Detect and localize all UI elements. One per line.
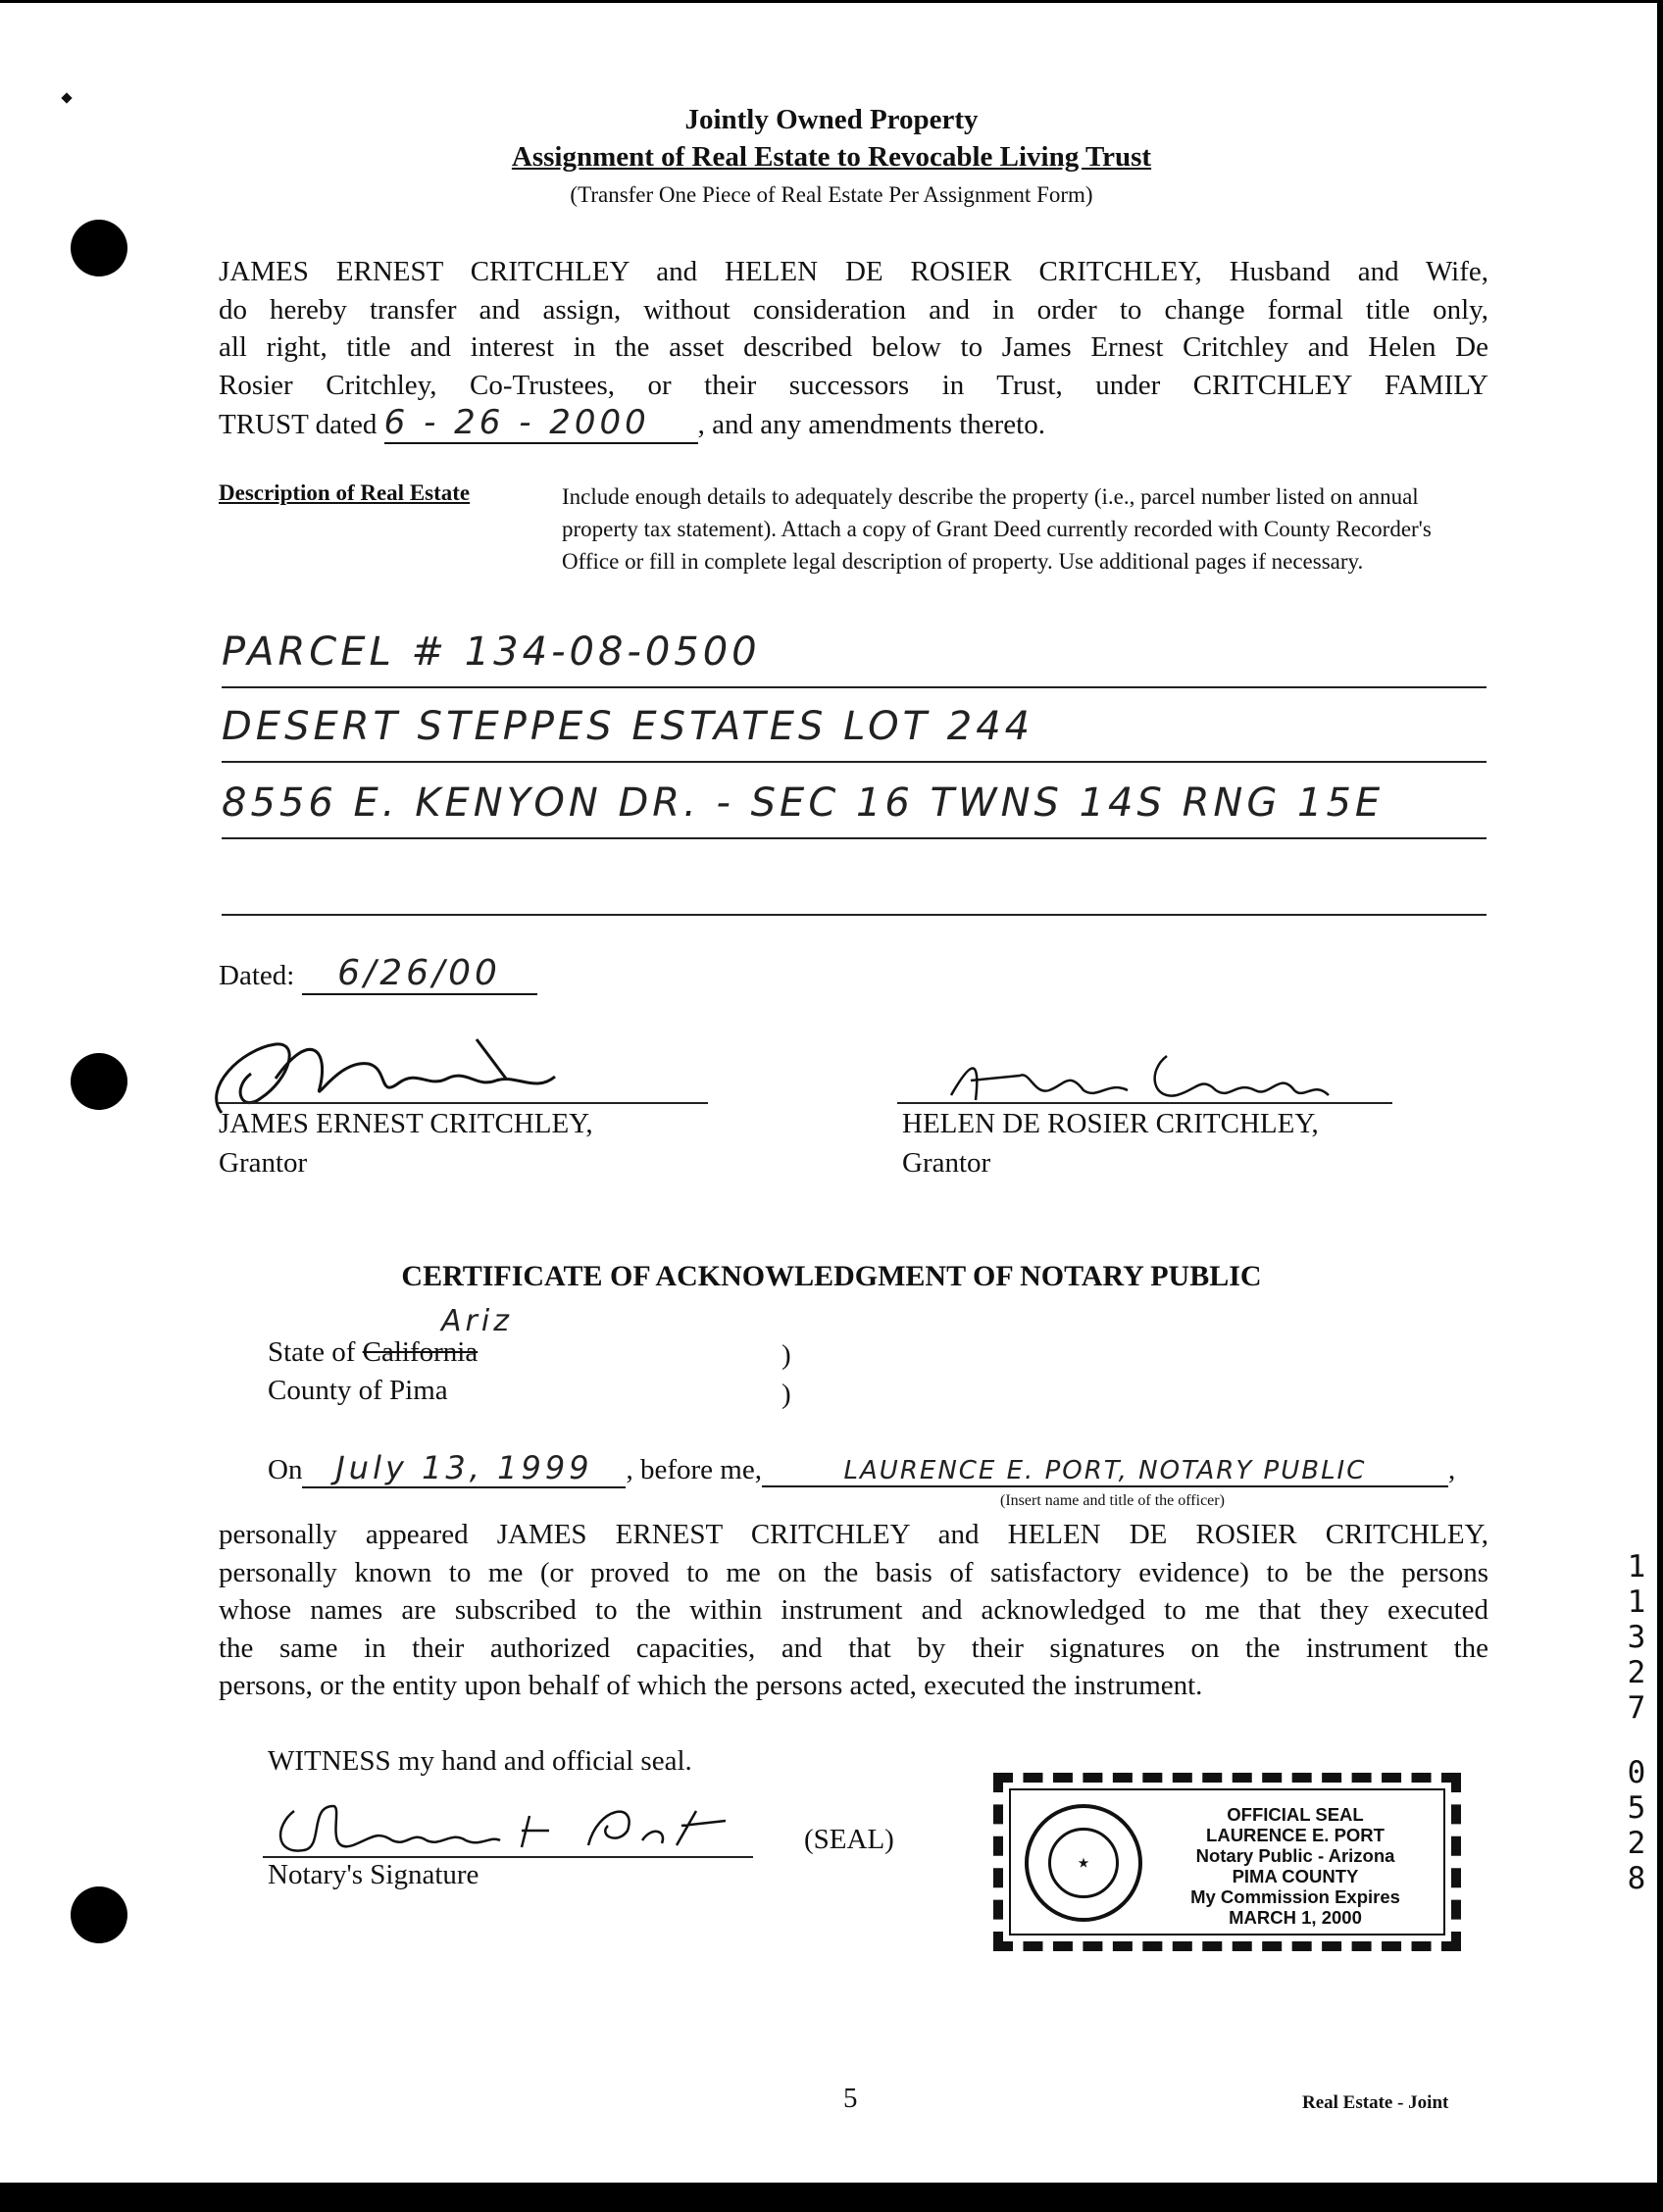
page-right-edge [1657,0,1663,2212]
dated-field[interactable]: 6/26/00 [302,953,537,995]
estate-line-parcel[interactable]: PARCEL # 134-08-0500 [222,629,761,675]
estate-line-address[interactable]: 8556 E. KENYON DR. - SEC 16 TWNS 14S RNG 15E [222,780,1385,826]
stamp-digit: 8 [1627,1861,1646,1896]
grantor-signature-line [218,1102,708,1104]
description-label: Description of Real Estate [219,480,471,505]
acknowledgment-paragraph [219,1516,1488,1705]
stamp-digit: 7 [1627,1690,1646,1726]
trust-dated-label: TRUST dated [219,409,378,440]
state-struck-value: California [362,1336,479,1368]
stamp-digit: 2 [1627,1826,1646,1861]
assignment-line: do hereby transfer and assign, without consideration and in order to change formal title only, [219,293,1488,326]
certificate-title: CERTIFICATE OF ACKNOWLEDGMENT OF NOTARY PUBLIC [401,1260,1262,1292]
before-me-label: , before me, [626,1454,762,1485]
seal-line: Notary Public - Arizona [1195,1845,1395,1866]
witness-statement: WITNESS my hand and official seal. [268,1745,692,1777]
officer-caption: (Insert name and title of the officer) [1000,1492,1225,1509]
county-label: County of Pima [268,1375,448,1406]
binder-hole-icon [71,220,127,276]
seal-line: My Commission Expires [1190,1886,1400,1907]
official-seal-text [1148,1804,1442,1928]
officer-comma: , [1447,1454,1456,1485]
stamp-digit: 0 [1627,1755,1646,1790]
dated-label: Dated: [219,960,295,991]
grantor-signature-line [897,1102,1392,1104]
page-bottom-edge [0,2183,1663,2212]
acknowledgment-line: personally known to me (or proved to me on the basis of satisfactory evidence) to be the persons [219,1556,1488,1588]
binder-hole-icon [71,1886,127,1943]
assignment-paragraph [219,253,1488,444]
state-seal-emblem-icon [1025,1804,1142,1922]
grantor-name-helen: HELEN DE ROSIER CRITCHLEY, [902,1108,1319,1139]
official-seal-stamp [993,1773,1461,1951]
seal-line: PIMA COUNTY [1232,1866,1359,1886]
document-instructions: (Transfer One Piece of Real Estate Per Assignment Form) [570,182,1093,207]
estate-rule [222,686,1487,688]
form-label: Real Estate - Joint [1302,2092,1449,2113]
estate-rule [222,914,1487,916]
acknowledgment-line: whose names are subscribed to the within instrument and acknowledged to me that they executed [219,1594,1488,1626]
notary-signature-label: Notary's Signature [268,1859,479,1890]
county-paren: ) [781,1379,791,1410]
estate-line-subdivision[interactable]: DESERT STEPPES ESTATES LOT 244 [222,704,1034,749]
grantor-role-helen: Grantor [902,1147,991,1179]
stamp-digit: 2 [1627,1655,1646,1690]
scan-speck-mark [61,92,72,103]
seal-label: (SEAL) [804,1824,894,1855]
stamp-digit: 1 [1627,1584,1646,1620]
on-label: On [268,1454,303,1485]
assignment-line: all right, title and interest in the asset described below to James Ernest Critchley and Helen De [219,331,1488,363]
acknowledgment-line: persons, or the entity upon behalf of which the persons acted, executed the instrument. [219,1670,1203,1701]
binder-hole-icon [71,1053,127,1110]
stamp-digit: 1 [1627,1549,1646,1584]
dated-row [219,953,537,995]
seal-line: LAURENCE E. PORT [1206,1825,1385,1845]
state-seal-center-icon: ★ [1048,1828,1119,1898]
trust-date-field[interactable]: 6 - 26 - 2000 [384,404,698,444]
assignment-line: JAMES ERNEST CRITCHLEY and HELEN DE ROSIER CRITCHLEY, Husband and Wife, [219,256,1488,287]
notary-signature-line [263,1856,753,1858]
state-label: State of [268,1336,356,1368]
estate-rule [222,761,1487,763]
trust-dated-suffix: , and any amendments thereto. [697,409,1045,440]
grantor-name-james: JAMES ERNEST CRITCHLEY, [219,1108,593,1139]
acknowledgment-line: the same in their authorized capacities, and that by their signatures on the instrument the [219,1632,1488,1664]
acknowledgment-line: personally appeared JAMES ERNEST CRITCHLEY and HELEN DE ROSIER CRITCHLEY, [219,1519,1488,1550]
page-top-edge [0,0,1663,3]
document-title: Jointly Owned Property [684,104,979,135]
state-paren: ) [781,1339,791,1371]
official-seal-inner-border [1009,1788,1445,1936]
estate-rule [222,837,1487,839]
acknowledgment-date-field[interactable]: July 13, 1999 [302,1449,626,1488]
assignment-line: Rosier Critchley, Co-Trustees, or their successors in Trust, under CRITCHLEY FAMILY [219,369,1488,401]
margin-stamp-top [1620,1549,1653,1726]
stamp-digit: 5 [1627,1790,1646,1826]
description-instructions: Include enough details to adequately describe the property (i.e., parcel number listed on annual property tax statement). Attach a copy of Grant Deed currently recorded with County Recorder's Office or fill in complete legal description of property. Use additional pages if necessary. [562,484,1432,574]
seal-line: MARCH 1, 2000 [1229,1907,1362,1928]
document-subtitle-heading: Assignment of Real Estate to Revocable Living Trust [511,141,1152,173]
assignment-line [219,404,1488,444]
on-date-row [268,1449,1455,1488]
margin-stamp-bottom [1620,1755,1653,1896]
officer-name-field[interactable]: LAURENCE E. PORT, NOTARY PUBLIC [762,1456,1448,1487]
grantor-role-james: Grantor [219,1147,308,1179]
state-handwritten-value[interactable]: Ariz [441,1304,513,1338]
stamp-digit: 3 [1627,1620,1646,1655]
state-row [268,1336,478,1369]
notary-signature [265,1786,755,1865]
page-number: 5 [843,2083,858,2114]
seal-line: OFFICIAL SEAL [1227,1804,1364,1825]
